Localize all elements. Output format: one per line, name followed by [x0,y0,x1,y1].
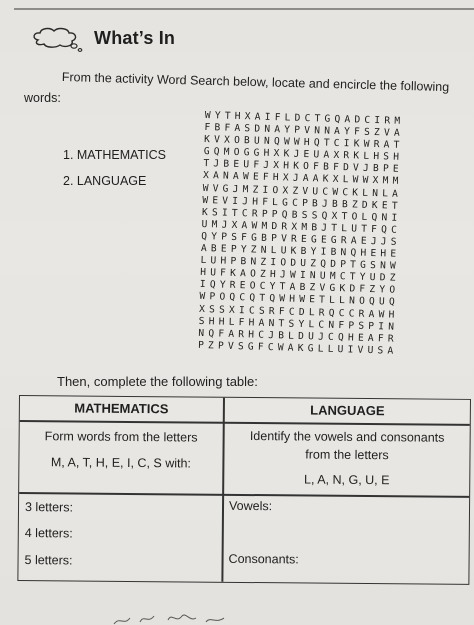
mathematics-instruction-line-1: Form words from the letters [44,429,198,445]
word-search-row: WYTHXAIFLDCTGQADCIRM [204,110,405,127]
word-search-row: XSSXICSRFCDLRQCCRAWH [198,303,399,321]
column-header-language: LANGUAGE [310,402,385,419]
word-search-row: HUFKAOZHJWINUMCTYUDZ [200,267,400,285]
word-search-row: FBFASDNAYPVNNAYFSZVA [204,122,405,140]
word-list [63,148,166,200]
word-search-row: SHHLFHANTSYLCNFPSPIN [198,315,399,333]
section-title: What’s In [94,28,176,48]
word-search-row: GQMOGGHXKJEUAXRKLHSH [203,146,404,164]
top-rule [14,8,474,10]
word-search-row: TJBEUFJXHKOFBFDVJBPE [203,158,404,176]
instruction-line-2: words: [24,91,61,105]
word-search-row: XANAWEFHXJAAKXLWWXMM [202,170,403,188]
instruction-line-1: From the activity Word Search below, locate and encircle the following [61,70,450,95]
word-search-row: UMJXAWMDRXMBJTLUTFQC [201,218,402,236]
language-instruction-line-1: Identify the vowels and consonants [249,429,445,445]
table-instruction: Then, complete the following table: [57,374,258,389]
word-search-row: KSITCRPPQBSSQXTOLQNI [201,206,402,224]
label-consonants: Consonants: [228,551,299,567]
language-instruction-line-2: from the letters [305,447,389,463]
word-list-item: 1. MATHEMATICS [63,148,167,162]
word-search-row: ABEPYZNLUKBYIBNQHEHE [200,242,401,260]
word-search-grid [198,110,405,358]
label-4-letters: 4 letters: [24,526,73,541]
word-search-row: QYPSFGBPVREGEGRAEJJS [201,230,401,248]
word-search-row: WVGJMZIOXZVUCWCKLNLA [202,182,403,200]
answer-table [17,395,471,585]
word-search-row: LUHPBNZIODUZQDPTGSNW [200,255,401,272]
word-search-row: IQYREOCYTABZVGKDFZYO [199,279,400,297]
thought-cloud-icon [30,26,88,52]
word-search-row: WPOQCQTQWHWETLLNOQUQ [199,291,400,309]
label-3-letters: 3 letters: [24,500,74,515]
column-header-mathematics: MATHEMATICS [74,400,169,417]
label-5-letters: 5 letters: [24,553,73,568]
word-search-row: PZPVSGFCWAKGLLUIVUSA [197,339,398,357]
word-search-row: NQFARHCJBLDUJCQHEAFR [198,327,398,345]
table-header-divider [20,420,470,425]
label-vowels: Vowels: [228,498,273,514]
table-row-divider [19,492,469,497]
language-letters: L, A, N, G, U, E [303,472,390,488]
handwriting-scribble [110,606,230,625]
word-list-item: 2. LANGUAGE [63,174,147,188]
word-search-row: WEVIJHFLGCPBJBBZDKET [202,194,402,212]
mathematics-instruction-line-2: M, A, T, H, E, I, C, S with: [50,455,192,471]
word-search-row: KVXOBUNQWWHQTCIKWRAT [203,134,404,152]
table-column-divider [221,398,224,582]
